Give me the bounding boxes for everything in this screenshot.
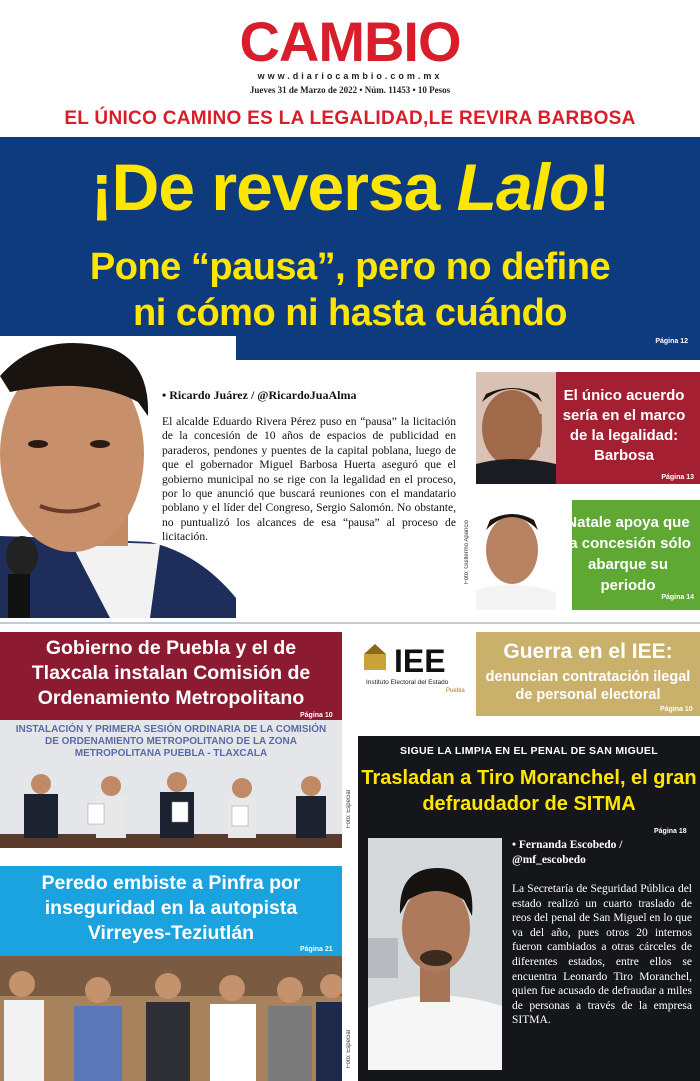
peredo-headline[interactable]: Peredo embiste a Pinfra por inseguridad en la autopista Virreyes-Teziutlán [41, 872, 301, 944]
dateline: Jueves 31 de Marzo de 2022 • Núm. 11453 • 10 Pesos [249, 85, 451, 95]
iee-logo [358, 632, 470, 704]
iee-subhead: denuncian contratación ilegal de personal electoral [485, 669, 691, 703]
page-ref: Página 12 [655, 338, 688, 345]
site-url[interactable]: www.diariocambio.com.mx [257, 71, 443, 81]
page-ref: Página 18 [654, 828, 687, 835]
logo-text: CAMBIO [239, 10, 461, 73]
photo-credit: Foto: Especial [346, 790, 352, 829]
iee-logo-text: IEE [394, 643, 446, 679]
event-banner: INSTALACIÓN Y PRIMERA SESIÓN ORDINARIA DE LA COMISIÓN DE ORDENAMIENTO METROPOLITANO DE LA ZONA METROPOLITANA PUEBLA - TLAXCALA [15, 724, 327, 759]
comision-photo [0, 720, 342, 848]
lead-body: El alcalde Eduardo Rivera Pérez puso en “pausa” la licitación de la concesión de 10 años de espacios de publicidad en paraderos, pendones y puentes de la capital poblana, luego de que el gobernador Miguel Barbosa Huerta aseguró que el gobierno municipal no se rige con la legalidad en el proceso, por lo que anunció que buscará reuniones con el mandatario poblano y el líder del Congreso, Sergio Salomón. No obstante, no puntualizó los alcances de esa “pausa” al proceso de licitación. [162, 415, 456, 544]
headline-part: ¡De reversa [90, 150, 457, 224]
subhead-line: Pone “pausa”, pero no define [89, 246, 611, 288]
tiro-body: La Secretaría de Seguridad Pública del estado realizó un cuarto traslado de reos del penal de San Miguel en lo que va del año, pues otros 20 internos fueron cambiados a otras cárceles de diferentes estados, entre ellos se encuentra Leonardo Tiro Moranchel, quien fue acusado de defraudar a miles de personas a través de la empresa SITMA. [512, 883, 692, 1027]
tiro-kicker: SIGUE LA LIMPIA EN EL PENAL DE SAN MIGUEL [400, 745, 658, 757]
page-ref: Página 10 [660, 706, 693, 713]
page-ref: Página 13 [661, 474, 694, 481]
iee-logo-subtext: Instituto Electoral del Estado [366, 679, 449, 686]
iee-headline[interactable]: Guerra en el IEE: [503, 640, 673, 663]
page-ref: Página 14 [661, 594, 694, 601]
headline-name: Lalo [456, 150, 589, 224]
main-subhead [0, 244, 700, 336]
lead-byline[interactable]: • Ricardo Juárez / @RicardoJuaAlma [162, 388, 357, 402]
peredo-photo [0, 956, 342, 1081]
subhead-line: ni cómo ni hasta cuándo [133, 292, 567, 334]
side-story-text: El único acuerdo sería en el marco de la legalidad: Barbosa [562, 387, 686, 464]
photo-credit: Foto: Especial [346, 1030, 352, 1069]
section-divider [0, 622, 700, 624]
page-ref: Página 21 [300, 946, 333, 953]
main-headline[interactable] [0, 150, 700, 224]
top-kicker: EL ÚNICO CAMINO ES LA LEGALIDAD,LE REVIRA BARBOSA [64, 108, 636, 129]
headline-part: ! [588, 150, 610, 224]
iee-logo-state: Puebla [446, 688, 465, 694]
photo-credit: Foto: Guillermo Aparicio [464, 520, 470, 585]
side-story-text: Natale apoya que la concesión sólo abarque su periodo [565, 514, 691, 594]
tiro-portrait [368, 838, 502, 1070]
page-ref: Página 10 [300, 712, 333, 719]
comision-headline[interactable]: Gobierno de Puebla y el de Tlaxcala instalan Comisión de Ordenamiento Metropolitano [31, 637, 311, 709]
tiro-byline[interactable]: • Fernanda Escobedo / @mf_escobedo [512, 839, 623, 866]
tiro-headline[interactable]: Trasladan a Tiro Moranchel, el gran defraudador de SITMA [361, 767, 697, 815]
cambio-logo [0, 12, 700, 72]
